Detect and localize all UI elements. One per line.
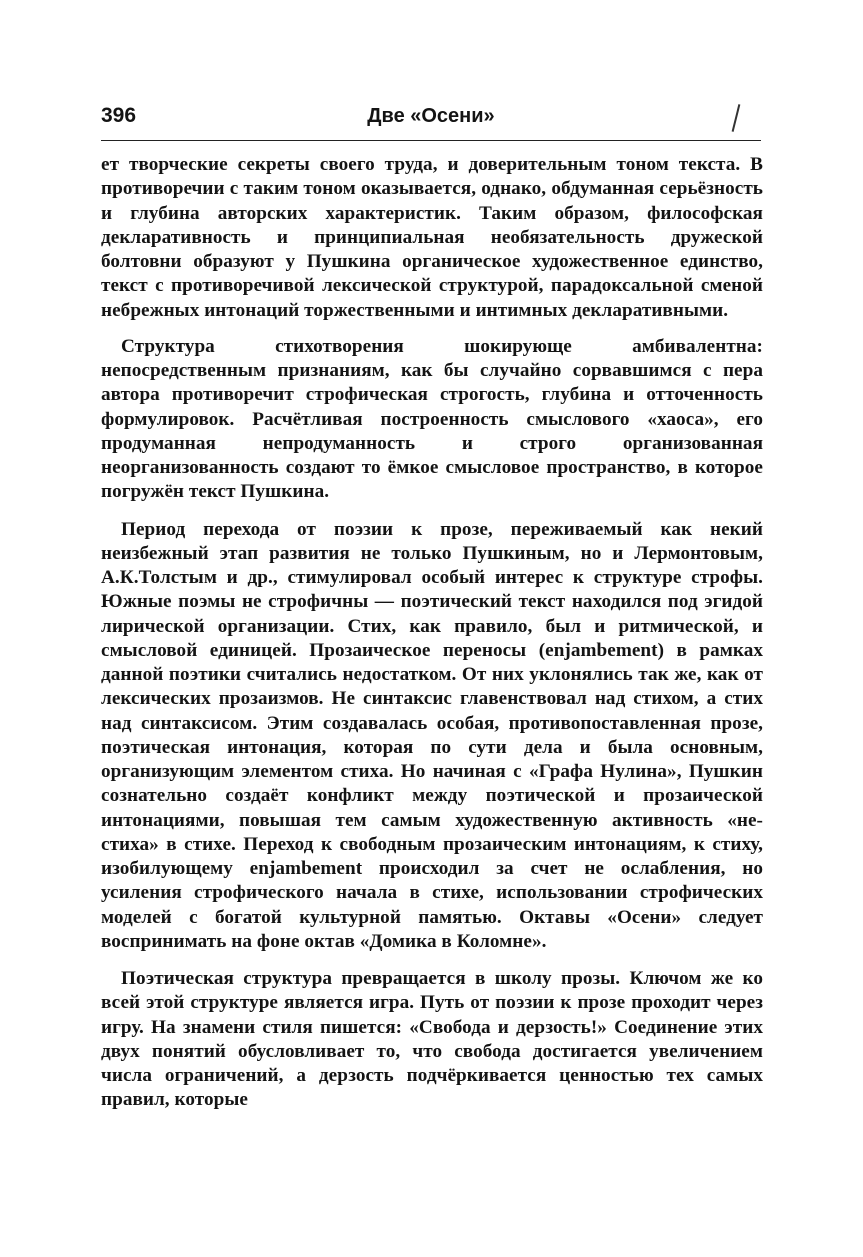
page-number: 396: [101, 104, 137, 127]
body-text: [101, 153, 763, 1113]
paragraph-structure: Структура стихотворения шокирующе амбивалентна: непосредственным признаниям, как бы случайно сорвавшимся с пера автора противоречит строфическая строгость, глубина и отточенность формулировок. Расчётливая построенность смыслового «хаоса», его продуманная непродуманность и строго организованная неорганизованность создают то ёмкое смысловое пространство, в которое погружён текст Пушкина.: [101, 335, 763, 503]
header-rule: [101, 140, 761, 141]
running-head: [101, 104, 761, 134]
paragraph-poetic-structure: Поэтическая структура превращается в школу прозы. Ключом же ко всей этой структуре является игра. Путь от поэзии к прозе проходит через игру. На знамени стиля пишется: «Свобода и дерзость!» Соединение этих двух понятий обусловливает то, что свобода достигается увеличением числа ограничений, а дерзость подчёркивается ценностью тех самых правил, которые: [101, 968, 763, 1111]
paragraph-continuation: ет творческие секреты своего труда, и доверительным тоном текста. В противоречии с таким тоном оказывается, однако, обдуманная серьёзность и глубина авторских характеристик. Таким образом, философская декларативность и принципиальная необязательность дружеской болтовни образуют у Пушкина органическое художественное единство, текст с противоречивой лексической структурой, парадоксальной сменой небрежных интонаций торжественными и интимных декларативными.: [101, 154, 763, 321]
paragraph-transition-period: Период перехода от поэзии к прозе, переживаемый как некий неизбежный этап развития не только Пушкиным, но и Лермонтовым, А.К.Толстым и др., стимулировал особый интерес к структуре строфы. Южные поэмы не строфичны — поэтический текст находился под эгидой лирической организации. Стих, как правило, был и ритмической, и смысловой единицей. Прозаическое переносы (enjambement) в рамках данной поэтики считались недостатком. От них уклонялись так же, как от лексических прозаизмов. Не синтаксис главенствовал над стихом, а стих над синтаксисом. Этим создавалась особая, противопоставленная прозе, поэтическая интонация, которая по сути дела и была основным, организующим элементом стиха. Но начиная с «Графа Нулина», Пушкин сознательно создаёт конфликт между поэтической и прозаической интонациями, повышая тем самым художественную активность «не-стиха» в стихе. Переход к свободным прозаическим интонациям, к стиху, изобилующему enjambement происходил за счет не ослабления, но усиления строфического начала в стихе, использовании строфических моделей с богатой культурной памятью. Октавы «Осени» следует воспринимать на фоне октав «Домика в Коломне».: [101, 518, 763, 952]
running-title: Две «Осени»: [367, 105, 495, 127]
